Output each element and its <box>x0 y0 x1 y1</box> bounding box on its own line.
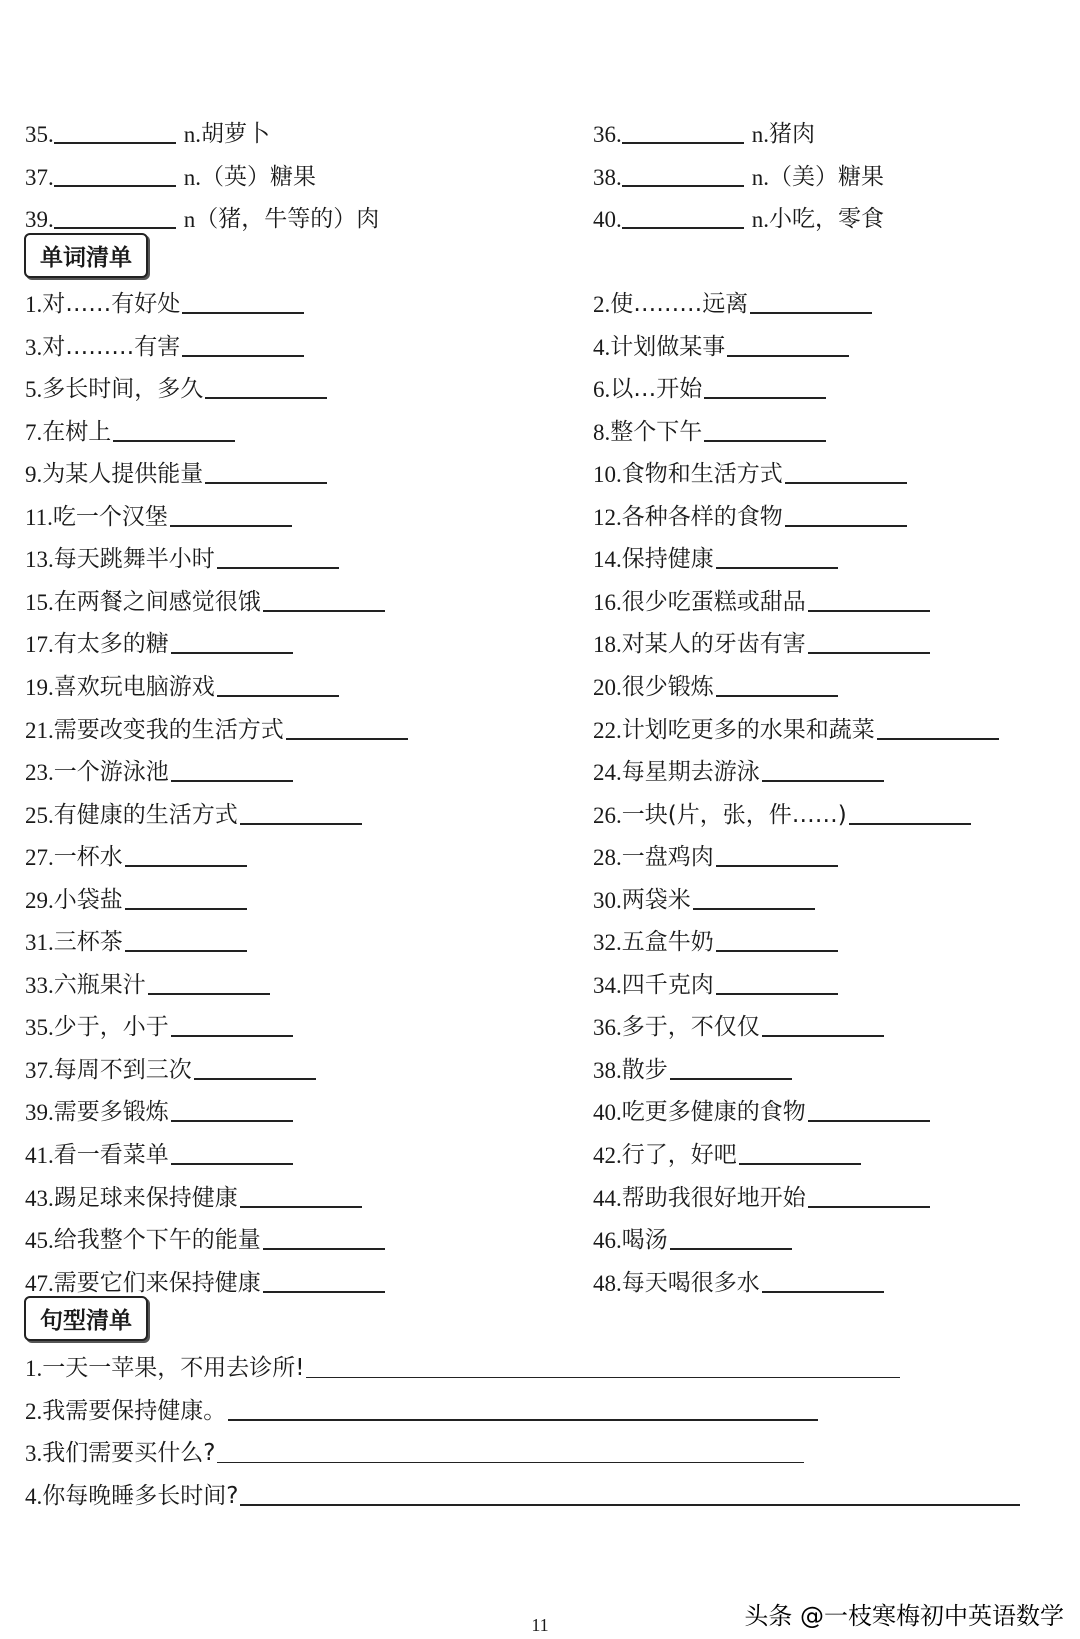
phrase-text: 很少吃蛋糕或甜品 <box>621 588 806 615</box>
item-number: 13. <box>25 547 54 573</box>
sentence-item <box>25 1423 804 1465</box>
answer-blank[interactable] <box>217 1462 804 1464</box>
answer-blank[interactable] <box>171 1120 293 1122</box>
item-number: 28. <box>593 845 622 871</box>
item-number: 46. <box>593 1228 622 1254</box>
word-item <box>593 572 930 614</box>
answer-blank[interactable] <box>704 440 826 442</box>
item-number: 2. <box>25 1398 43 1424</box>
phrase-text: 有太多的糖 <box>53 631 169 658</box>
phrase-text: 小袋盐 <box>53 886 123 913</box>
phrase-text: 整个下午 <box>610 418 703 445</box>
word-row <box>25 912 1080 954</box>
word-item <box>593 1210 792 1252</box>
sentence-item <box>25 1381 818 1423</box>
answer-blank[interactable] <box>762 1035 884 1037</box>
phrase-text: 吃更多健康的食物 <box>621 1099 806 1126</box>
item-number: 29. <box>25 887 54 913</box>
item-number: 24. <box>593 760 622 786</box>
answer-blank[interactable] <box>727 355 849 357</box>
item-number: 22. <box>593 717 622 743</box>
item-number: 19. <box>25 674 54 700</box>
item-number: 6. <box>593 377 611 403</box>
phrase-text: 使………远离 <box>610 291 749 317</box>
word-item <box>593 487 907 529</box>
word-row <box>25 1210 1080 1252</box>
answer-blank[interactable] <box>622 185 744 187</box>
phrase-text: 三杯茶 <box>53 929 123 956</box>
meaning: 小吃，零食 <box>769 206 884 232</box>
word-row <box>25 1168 1080 1210</box>
word-row <box>25 1082 1080 1124</box>
phrase-text: 在两餐之间感觉很饿 <box>53 588 261 615</box>
sentence-text: 我需要保持健康。 <box>42 1397 227 1424</box>
item-number: 35. <box>25 1015 54 1041</box>
answer-blank[interactable] <box>148 993 270 995</box>
item-number: 39. <box>25 1100 54 1126</box>
word-item <box>593 1168 930 1210</box>
meaning: （猪，牛等的）肉 <box>195 206 380 232</box>
word-item <box>25 274 304 316</box>
item-number: 30. <box>593 887 622 913</box>
item-number: 36. <box>593 122 622 147</box>
answer-blank[interactable] <box>263 610 385 612</box>
phrase-text: 以…开始 <box>610 376 703 403</box>
word-item <box>593 317 849 359</box>
answer-blank[interactable] <box>306 1377 900 1379</box>
answer-blank[interactable] <box>849 823 971 825</box>
word-row <box>25 317 1080 359</box>
phrase-text: 踢足球来保持健康 <box>53 1184 238 1211</box>
answer-blank[interactable] <box>877 738 999 740</box>
word-item <box>25 1253 385 1295</box>
item-number: 23. <box>25 760 54 786</box>
answer-blank[interactable] <box>194 1078 316 1080</box>
phrase-text: 有健康的生活方式 <box>53 801 238 828</box>
phrase-text: 六瓶果汁 <box>53 971 146 998</box>
answer-blank[interactable] <box>125 950 247 952</box>
word-row <box>25 402 1080 444</box>
item-number: 37. <box>25 164 54 190</box>
word-item <box>593 997 884 1039</box>
answer-blank[interactable] <box>263 1248 385 1250</box>
phrase-text: 吃一个汉堡 <box>52 503 168 530</box>
word-row <box>25 359 1080 401</box>
phrase-text: 对………有害 <box>42 333 181 360</box>
vocab-item <box>25 147 316 189</box>
word-row <box>25 657 1080 699</box>
item-number: 1. <box>25 292 43 317</box>
phrase-text: 多于，不仅仅 <box>621 1014 760 1041</box>
word-row <box>25 529 1080 571</box>
meaning: （美）糖果 <box>769 163 884 190</box>
item-number: 17. <box>25 632 54 658</box>
meaning: （英）糖果 <box>201 163 316 190</box>
answer-blank[interactable] <box>182 312 304 314</box>
word-row <box>25 785 1080 827</box>
answer-blank[interactable] <box>785 525 907 527</box>
item-number: 1. <box>25 1356 43 1381</box>
answer-blank[interactable] <box>716 567 838 569</box>
sentence-row <box>25 1423 1080 1465</box>
phrase-text: 看一看菜单 <box>53 1142 169 1168</box>
answer-blank[interactable] <box>228 1419 818 1421</box>
answer-blank[interactable] <box>762 1291 884 1293</box>
answer-blank[interactable] <box>670 1248 792 1250</box>
word-row <box>25 1040 1080 1082</box>
phrase-text: 需要改变我的生活方式 <box>53 716 284 743</box>
word-item <box>593 700 999 742</box>
word-item <box>25 742 293 784</box>
item-number: 38. <box>593 1057 622 1083</box>
phrase-text: 每星期去游泳 <box>621 759 760 786</box>
word-row <box>25 1125 1080 1167</box>
word-row <box>25 997 1080 1039</box>
word-row <box>25 827 1080 869</box>
answer-blank[interactable] <box>240 1504 1020 1506</box>
item-number: 3. <box>25 1441 43 1466</box>
word-row <box>25 572 1080 614</box>
word-item <box>593 529 838 571</box>
phrase-text: 一个游泳池 <box>53 759 169 786</box>
phrase-text: 各种各样的食物 <box>621 503 783 530</box>
answer-blank[interactable] <box>170 525 292 527</box>
word-item <box>25 997 293 1039</box>
item-number: 4. <box>593 334 611 360</box>
word-item <box>593 827 838 869</box>
phrase-text: 每天喝很多水 <box>621 1269 760 1296</box>
phrase-text: 一盘鸡肉 <box>621 844 714 871</box>
item-number: 20. <box>593 674 622 700</box>
phrase-text: 五盒牛奶 <box>621 929 714 956</box>
item-number: 25. <box>25 802 54 828</box>
word-item <box>593 1040 792 1082</box>
word-item <box>593 274 872 316</box>
answer-blank[interactable] <box>808 1206 930 1208</box>
word-item <box>593 614 930 656</box>
part-of-speech: n. <box>183 122 201 147</box>
item-number: 4. <box>25 1483 43 1509</box>
word-item <box>25 444 327 486</box>
answer-blank[interactable] <box>750 312 872 314</box>
phrase-text: 在树上 <box>42 418 112 445</box>
word-item <box>25 529 339 571</box>
item-number: 12. <box>593 504 622 530</box>
word-row <box>25 614 1080 656</box>
part-of-speech: n. <box>183 164 201 190</box>
word-item <box>25 572 385 614</box>
item-number: 16. <box>593 589 622 615</box>
word-item <box>593 1253 884 1295</box>
word-item <box>25 1040 316 1082</box>
vocab-row <box>25 189 1080 231</box>
sentence-text: 一天一苹果，不用去诊所! <box>42 1355 305 1381</box>
item-number: 21. <box>25 717 54 743</box>
item-number: 36. <box>593 1015 622 1041</box>
answer-blank[interactable] <box>704 397 826 399</box>
item-number: 48. <box>593 1270 622 1296</box>
phrase-text: 多长时间，多久 <box>42 376 204 403</box>
phrase-text: 每周不到三次 <box>53 1056 192 1083</box>
item-number: 44. <box>593 1185 622 1211</box>
item-number: 40. <box>593 207 622 232</box>
word-row <box>25 742 1080 784</box>
answer-blank[interactable] <box>113 440 235 442</box>
word-item <box>25 870 247 912</box>
item-number: 32. <box>593 930 622 956</box>
answer-blank[interactable] <box>217 567 339 569</box>
vocab-item <box>593 147 884 189</box>
word-row <box>25 870 1080 912</box>
item-number: 47. <box>25 1270 54 1296</box>
words-section-heading: 单词清单 <box>24 233 148 278</box>
phrase-text: 需要多锻炼 <box>53 1099 169 1126</box>
answer-blank[interactable] <box>808 1120 930 1122</box>
answer-blank[interactable] <box>171 652 293 654</box>
word-row <box>25 274 1080 316</box>
word-item <box>593 657 838 699</box>
phrase-text: 给我整个下午的能量 <box>53 1227 261 1254</box>
answer-blank[interactable] <box>205 482 327 484</box>
answer-blank[interactable] <box>54 227 176 229</box>
phrase-text: 散步 <box>621 1056 668 1083</box>
sentence-item <box>25 1338 900 1380</box>
word-row <box>25 487 1080 529</box>
vocab-row <box>25 147 1080 189</box>
answer-blank[interactable] <box>808 652 930 654</box>
item-number: 37. <box>25 1057 54 1083</box>
phrase-text: 需要它们来保持健康 <box>53 1269 261 1296</box>
answer-blank[interactable] <box>240 1206 362 1208</box>
part-of-speech: n <box>183 207 196 232</box>
item-number: 38. <box>593 164 622 190</box>
item-number: 7. <box>25 419 43 445</box>
answer-blank[interactable] <box>670 1078 792 1080</box>
word-item <box>593 870 815 912</box>
phrase-text: 保持健康 <box>621 546 714 573</box>
answer-blank[interactable] <box>205 397 327 399</box>
answer-blank[interactable] <box>125 865 247 867</box>
meaning: 胡萝卜 <box>201 121 270 147</box>
item-number: 18. <box>593 632 622 658</box>
answer-blank[interactable] <box>182 355 304 357</box>
word-item <box>25 317 304 359</box>
item-number: 40. <box>593 1100 622 1126</box>
word-item <box>25 912 247 954</box>
part-of-speech: n. <box>751 164 769 190</box>
word-row <box>25 1253 1080 1295</box>
word-item <box>593 785 971 827</box>
page-number: 11 <box>531 1615 549 1635</box>
word-item <box>25 1168 362 1210</box>
item-number: 3. <box>25 334 43 360</box>
phrase-text: 少于，小于 <box>53 1014 169 1041</box>
item-number: 5. <box>25 377 43 403</box>
answer-blank[interactable] <box>54 142 176 144</box>
word-item <box>593 1125 861 1167</box>
part-of-speech: n. <box>751 122 769 147</box>
phrase-text: 四千克肉 <box>621 971 714 998</box>
phrase-text: 两袋米 <box>621 886 691 913</box>
word-item <box>25 955 270 997</box>
sentence-item <box>25 1466 1020 1508</box>
watermark: 头条 @一枝寒梅初中英语数学 <box>744 1602 1064 1630</box>
word-item <box>25 487 292 529</box>
phrase-text: 每天跳舞半小时 <box>53 546 215 573</box>
phrase-text: 一块(片，张，件……) <box>621 801 847 828</box>
answer-blank[interactable] <box>716 695 838 697</box>
answer-blank[interactable] <box>785 482 907 484</box>
sentence-row <box>25 1466 1080 1508</box>
answer-blank[interactable] <box>171 1035 293 1037</box>
phrase-text: 对……有好处 <box>42 291 181 317</box>
sentences-section-heading: 句型清单 <box>24 1296 148 1341</box>
answer-blank[interactable] <box>240 823 362 825</box>
answer-blank[interactable] <box>762 780 884 782</box>
answer-blank[interactable] <box>171 780 293 782</box>
item-number: 10. <box>593 462 622 488</box>
item-number: 8. <box>593 419 611 445</box>
word-item <box>593 402 826 444</box>
vocab-row <box>25 104 1080 146</box>
item-number: 27. <box>25 845 54 871</box>
phrase-text: 为某人提供能量 <box>42 461 204 488</box>
item-number: 11. <box>25 504 53 530</box>
phrase-text: 很少锻炼 <box>621 673 714 700</box>
word-item <box>25 359 327 401</box>
answer-blank[interactable] <box>171 1163 293 1165</box>
answer-blank[interactable] <box>622 227 744 229</box>
word-item <box>25 1082 293 1124</box>
vocab-item <box>593 104 815 146</box>
answer-blank[interactable] <box>716 865 838 867</box>
answer-blank[interactable] <box>125 908 247 910</box>
item-number: 15. <box>25 589 54 615</box>
answer-blank[interactable] <box>217 695 339 697</box>
word-item <box>25 614 293 656</box>
word-item <box>25 785 362 827</box>
phrase-text: 对某人的牙齿有害 <box>621 631 806 658</box>
word-item <box>593 1082 930 1124</box>
phrase-text: 计划做某事 <box>610 333 726 360</box>
phrase-text: 帮助我很好地开始 <box>621 1184 806 1211</box>
word-row <box>25 955 1080 997</box>
word-row <box>25 444 1080 486</box>
item-number: 33. <box>25 972 54 998</box>
word-item <box>593 359 826 401</box>
item-number: 39. <box>25 207 54 232</box>
answer-blank[interactable] <box>808 610 930 612</box>
answer-blank[interactable] <box>716 950 838 952</box>
sentence-text: 你每晚睡多长时间? <box>42 1482 239 1509</box>
word-row <box>25 700 1080 742</box>
meaning: 猪肉 <box>769 121 815 147</box>
sentence-row <box>25 1338 1080 1380</box>
item-number: 43. <box>25 1185 54 1211</box>
phrase-text: 喜欢玩电脑游戏 <box>53 673 215 700</box>
word-item <box>25 1125 293 1167</box>
word-item <box>593 955 838 997</box>
item-number: 2. <box>593 292 611 317</box>
answer-blank[interactable] <box>286 738 408 740</box>
answer-blank[interactable] <box>716 993 838 995</box>
phrase-text: 一杯水 <box>53 844 123 871</box>
vocab-item <box>593 189 884 231</box>
answer-blank[interactable] <box>263 1291 385 1293</box>
answer-blank[interactable] <box>54 185 176 187</box>
item-number: 31. <box>25 930 54 956</box>
phrase-text: 行了，好吧 <box>621 1142 737 1168</box>
item-number: 35. <box>25 122 54 147</box>
word-item <box>593 444 907 486</box>
item-number: 41. <box>25 1143 54 1168</box>
word-item <box>25 827 247 869</box>
answer-blank[interactable] <box>693 908 815 910</box>
phrase-text: 喝汤 <box>621 1227 668 1254</box>
item-number: 42. <box>593 1143 622 1168</box>
item-number: 34. <box>593 972 622 998</box>
word-item <box>25 700 408 742</box>
vocab-item <box>25 189 379 231</box>
phrase-text: 食物和生活方式 <box>621 461 783 488</box>
part-of-speech: n. <box>751 207 769 232</box>
answer-blank[interactable] <box>739 1163 861 1165</box>
phrase-text: 计划吃更多的水果和蔬菜 <box>621 716 875 743</box>
word-item <box>593 912 838 954</box>
item-number: 26. <box>593 802 622 828</box>
item-number: 45. <box>25 1228 54 1254</box>
word-item <box>593 742 884 784</box>
sentence-text: 我们需要买什么? <box>42 1440 216 1466</box>
word-item <box>25 657 339 699</box>
sentence-row <box>25 1381 1080 1423</box>
word-item <box>25 402 235 444</box>
answer-blank[interactable] <box>622 142 744 144</box>
word-item <box>25 1210 385 1252</box>
vocab-item <box>25 104 270 146</box>
item-number: 14. <box>593 547 622 573</box>
item-number: 9. <box>25 462 43 488</box>
